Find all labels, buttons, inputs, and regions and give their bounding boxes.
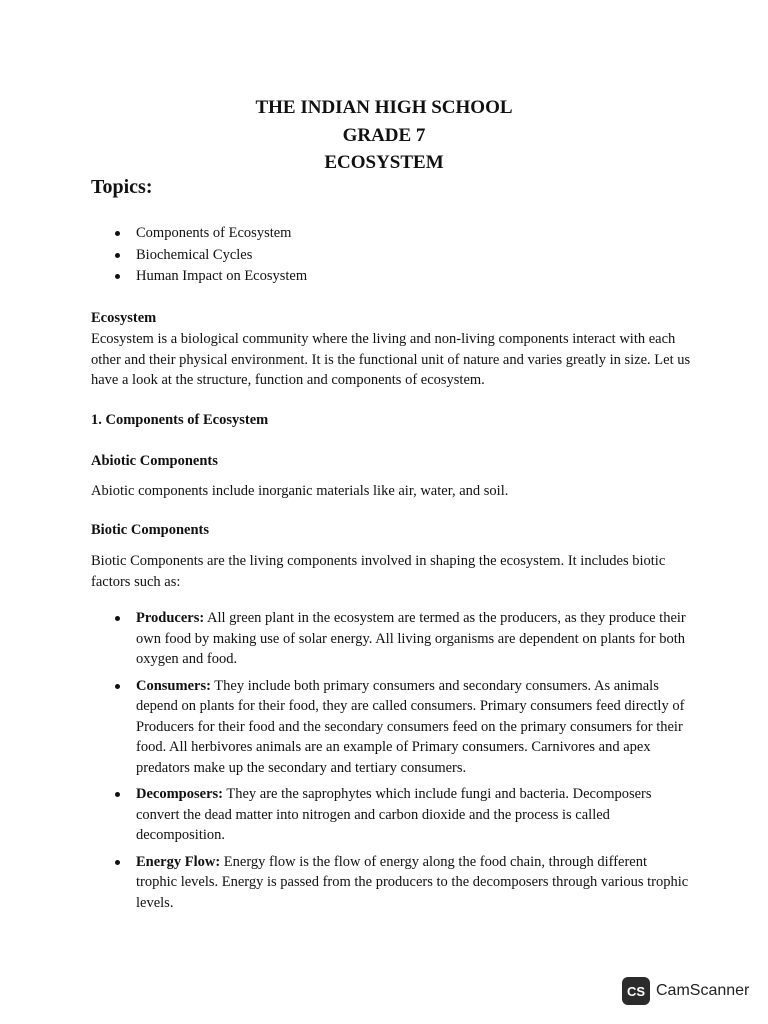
list-item [91, 223, 691, 245]
list-item [91, 245, 691, 267]
bullet-icon [115, 792, 120, 797]
topic-text: Human Impact on Ecosystem [136, 268, 308, 284]
ecosystem-paragraph: Ecosystem is a biological community where the living and non-living components interact with each other and their physical environment. It is the functional unit of nature and varies greatly in size. Let us have a look at the structure, function and components of ecosystem. [91, 331, 691, 388]
grade-label: GRADE 7 [342, 124, 426, 146]
abiotic-paragraph: Abiotic components include inorganic materials like air, water, and soil. [91, 483, 509, 499]
bullet-icon [115, 253, 120, 258]
camscanner-label: CamScanner [656, 982, 750, 999]
term-energy-flow: Energy Flow: [136, 853, 221, 870]
bullet-icon [115, 274, 120, 279]
bullet-icon [115, 860, 120, 865]
document-title-block [0, 94, 768, 177]
list-item [91, 784, 691, 846]
camscanner-watermark [622, 977, 749, 1005]
bullet-icon [115, 684, 120, 689]
bullet-icon [115, 231, 120, 236]
subject-title: ECOSYSTEM [324, 152, 444, 173]
topic-text: Biochemical Cycles [136, 246, 253, 263]
components-heading: 1. Components of Ecosystem [91, 412, 269, 428]
biotic-paragraph: Biotic Components are the living components involved in shaping the ecosystem. It includes biotic factors such as: [91, 553, 666, 590]
ecosystem-heading: Ecosystem [91, 310, 157, 326]
abiotic-heading: Abiotic Components [91, 453, 218, 469]
list-item [91, 852, 691, 914]
school-name: THE INDIAN HIGH SCHOOL [255, 97, 513, 118]
topic-text: Components of Ecosystem [136, 225, 292, 241]
biotic-heading: Biotic Components [91, 522, 210, 538]
term-producers: Producers: [136, 610, 205, 626]
biotic-factors-list [91, 608, 691, 919]
camscanner-logo-icon: CS [622, 977, 650, 1005]
definition-text: They are the saprophytes which include fungi and bacteria. Decomposers convert the dead matter into nitrogen and carbon dioxide and the process is called decomposition. [136, 786, 652, 843]
list-item [91, 266, 691, 288]
definition-text: Energy flow is the flow of energy along the food chain, through different trophic levels. Energy is passed from the producers to the decomposers through various trophic levels. [136, 853, 689, 911]
list-item [91, 608, 691, 670]
definition-text: They include both primary consumers and secondary consumers. As animals depend on plants for their food, they are called consumers. Primary consumers feed directly of Producers for their food and the secondary consumers feed on the primary consumers for their food. All herbivores animals are an example of Primary consumers. Carnivores and apex predators make up the secondary and tertiary consumers. [136, 677, 685, 776]
term-consumers: Consumers: [136, 677, 211, 694]
term-decomposers: Decomposers: [136, 786, 223, 802]
list-item [91, 676, 691, 779]
topics-list [91, 223, 691, 288]
bullet-icon [115, 616, 120, 621]
definition-text: All green plant in the ecosystem are termed as the producers, as they produce their own food by making use of solar energy. All living organisms are dependent on plants for both oxygen and food. [136, 610, 686, 667]
topics-heading: Topics: [91, 176, 153, 198]
